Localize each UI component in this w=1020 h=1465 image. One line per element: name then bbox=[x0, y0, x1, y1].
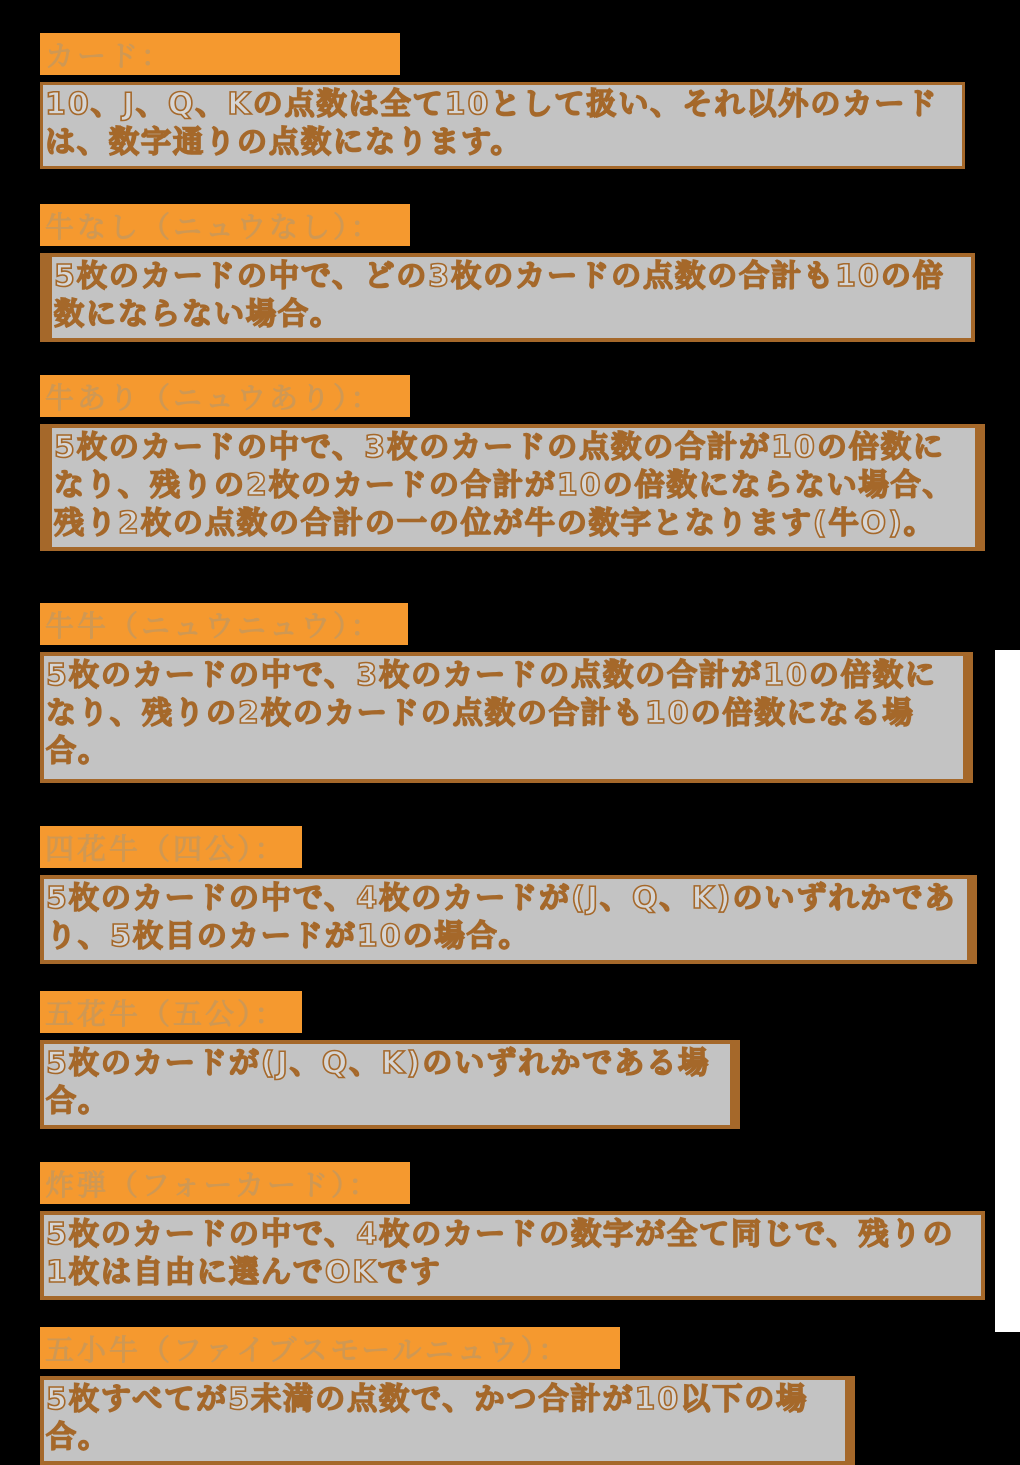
rule-body-text: 5枚のカードの中で、どの3枚のカードの点数の合計も10の倍数にならない場合。 bbox=[54, 259, 945, 332]
rule-body-box bbox=[40, 652, 973, 783]
rule-section-card bbox=[40, 33, 1020, 169]
rule-section-five-small-niu bbox=[40, 1327, 1020, 1465]
rule-section-four-flower bbox=[40, 826, 1020, 964]
rule-heading-bar bbox=[40, 33, 400, 75]
rule-section-has-niu bbox=[40, 375, 1020, 551]
rule-heading-bar bbox=[40, 603, 408, 645]
rule-heading: 四花牛（四公）： bbox=[45, 831, 287, 866]
rule-body-text: 5枚のカードが(J、Q、K)のいずれかである場合。 bbox=[46, 1046, 711, 1119]
rule-heading: 牛牛（ニュウニュウ）： bbox=[45, 608, 383, 643]
rule-body-box bbox=[40, 1040, 740, 1129]
rule-heading-bar bbox=[40, 204, 410, 246]
rule-heading-bar bbox=[40, 375, 410, 417]
rule-section-no-niu bbox=[40, 204, 1020, 342]
rule-body-box bbox=[40, 253, 975, 342]
rule-heading: カード： bbox=[45, 38, 174, 73]
rule-heading-bar bbox=[40, 991, 302, 1033]
rule-section-niu-niu bbox=[40, 603, 1020, 783]
rule-section-bomb bbox=[40, 1162, 1020, 1300]
rule-body-text: 10、J、Q、Kの点数は全て10として扱い、それ以外のカードは、数字通りの点数になります。 bbox=[45, 87, 939, 160]
rule-body-box bbox=[40, 1376, 855, 1465]
rule-heading: 五花牛（五公）： bbox=[45, 996, 287, 1031]
rule-heading-bar bbox=[40, 1327, 620, 1369]
rule-heading: 五小牛（ファイブスモールニュウ）： bbox=[45, 1332, 571, 1367]
rule-body-text: 5枚のカードの中で、4枚のカードの数字が全て同じで、残りの1枚は自由に選んでOKです bbox=[46, 1217, 955, 1290]
rule-body-box bbox=[40, 1211, 985, 1300]
rule-heading: 炸弾（フォーカード）： bbox=[45, 1167, 381, 1202]
rule-heading-bar bbox=[40, 1162, 410, 1204]
rule-body-box bbox=[40, 82, 965, 169]
rule-body-text: 5枚のカードの中で、3枚のカードの点数の合計が10の倍数になり、残りの2枚のカードの点数の合計も10の倍数になる場合。 bbox=[46, 658, 937, 769]
rule-body-box bbox=[40, 875, 977, 964]
rule-section-five-flower bbox=[40, 991, 1020, 1129]
rule-body-text: 5枚のカードの中で、3枚のカードの点数の合計が10の倍数になり、残りの2枚のカードの合計が10の倍数にならない場合、残り2枚の点数の合計の一の位が牛の数字となります(牛O)。 bbox=[54, 430, 955, 541]
rule-heading: 牛なし（ニュウなし）： bbox=[45, 209, 383, 244]
rule-body-text: 5枚のカードの中で、4枚のカードが(J、Q、K)のいずれかであり、5枚目のカードが10の場合。 bbox=[46, 881, 957, 954]
rule-body-box bbox=[40, 424, 985, 551]
rule-body-text: 5枚すべてが5未満の点数で、かつ合計が10以下の場合。 bbox=[46, 1382, 809, 1455]
page-edge-white-strip bbox=[995, 650, 1020, 1332]
rule-heading-bar bbox=[40, 826, 302, 868]
rule-heading: 牛あり（ニュウあり）： bbox=[45, 380, 383, 415]
